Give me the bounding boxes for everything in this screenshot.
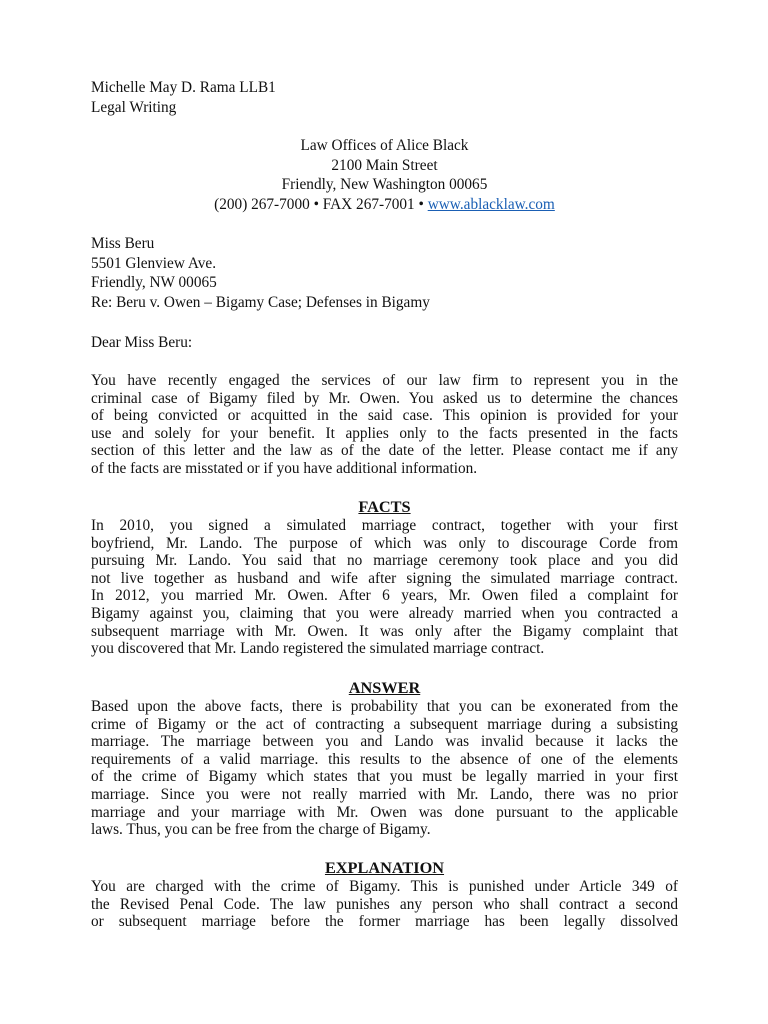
intro-line: section of this letter and the law as of the date of the letter. Please contact me if any — [91, 442, 678, 460]
recipient-street: 5501 Glenview Ave. — [91, 254, 217, 272]
explanation-line: or subsequent marriage before the former marriage has been legally dissolved — [91, 913, 678, 931]
intro-line: of being convicted or acquitted in the said case. This opinion is provided for your — [91, 407, 678, 425]
intro-line: of the facts are misstated or if you have additional information. — [91, 459, 478, 477]
facts-paragraph — [91, 517, 678, 658]
facts-line: not live together as husband and wife after signing the simulated marriage contract. — [91, 569, 678, 587]
answer-line: marriage. The marriage between you and Lando was invalid because it lacks the — [91, 733, 678, 751]
letterhead-firm: Law Offices of Alice Black — [300, 137, 469, 154]
author-name: Michelle May D. Rama LLB1 — [91, 79, 276, 96]
intro-line: criminal case of Bigamy filed by Mr. Owen. You asked us to determine the chances — [91, 389, 678, 407]
answer-line: crime of Bigamy or the act of contracting a subsequent marriage during a subsisting — [91, 715, 678, 733]
facts-line: pursuing Mr. Lando. You said that no marriage ceremony took place and you did — [91, 552, 678, 570]
letterhead-contact — [91, 196, 678, 214]
facts-line: boyfriend, Mr. Lando. The purpose of which was only to discourage Corde from — [91, 534, 678, 552]
intro-line: use and solely for your benefit. It applies only to the facts presented in the facts — [91, 424, 678, 442]
letterhead — [91, 137, 678, 213]
recipient-city: Friendly, NW 00065 — [91, 274, 217, 291]
letterhead-phone-fax: (200) 267-7000 • FAX 267-7001 • — [214, 195, 424, 213]
answer-line: marriage and your marriage with Mr. Owen was done pursuant to the applicable — [91, 803, 678, 821]
recipient-name: Miss Beru — [91, 235, 155, 252]
explanation-line: the Revised Penal Code. The law punishes any person who shall contract a second — [91, 895, 678, 913]
explanation-heading: EXPLANATION — [324, 858, 445, 877]
answer-line: Based upon the above facts, there is probability that you can be exonerated from the — [91, 698, 678, 715]
facts-line: Bigamy against you, claiming that you were already married when you contracted a — [91, 604, 678, 622]
re-line: Re: Beru v. Owen – Bigamy Case; Defenses in Bigamy — [91, 293, 430, 311]
facts-line: In 2010, you signed a simulated marriage contract, together with your first — [91, 517, 678, 534]
answer-line: requirements of a valid marriage. this results to the absence of one of the elements — [91, 750, 678, 768]
explanation-paragraph — [91, 878, 678, 931]
explanation-line: You are charged with the crime of Bigamy. This is punished under Article 349 of — [91, 878, 678, 895]
letterhead-street: 2100 Main Street — [331, 156, 438, 174]
answer-paragraph — [91, 698, 678, 839]
answer-line: marriage. Since you were not really married with Mr. Lando, there was no prior — [91, 785, 678, 803]
facts-line: subsequent marriage with Mr. Owen. It was only after the Bigamy complaint that — [91, 622, 678, 640]
answer-heading: ANSWER — [348, 678, 421, 697]
website-link[interactable]: www.ablacklaw.com — [427, 195, 555, 213]
recipient-block — [91, 235, 430, 311]
answer-line: laws. Thus, you can be free from the charge of Bigamy. — [91, 821, 431, 839]
facts-line: In 2012, you married Mr. Owen. After 6 years, Mr. Owen filed a complaint for — [91, 587, 678, 605]
salutation: Dear Miss Beru: — [91, 334, 193, 351]
author-subject: Legal Writing — [91, 99, 177, 116]
intro-paragraph — [91, 372, 678, 478]
intro-line: You have recently engaged the services of our law firm to represent you in the — [91, 372, 678, 389]
facts-heading: FACTS — [358, 497, 411, 516]
letterhead-city: Friendly, New Washington 00065 — [281, 176, 488, 193]
answer-line: of the crime of Bigamy which states that you must be legally married in your first — [91, 768, 678, 786]
facts-line: you discovered that Mr. Lando registered the simulated marriage contract. — [91, 640, 545, 658]
